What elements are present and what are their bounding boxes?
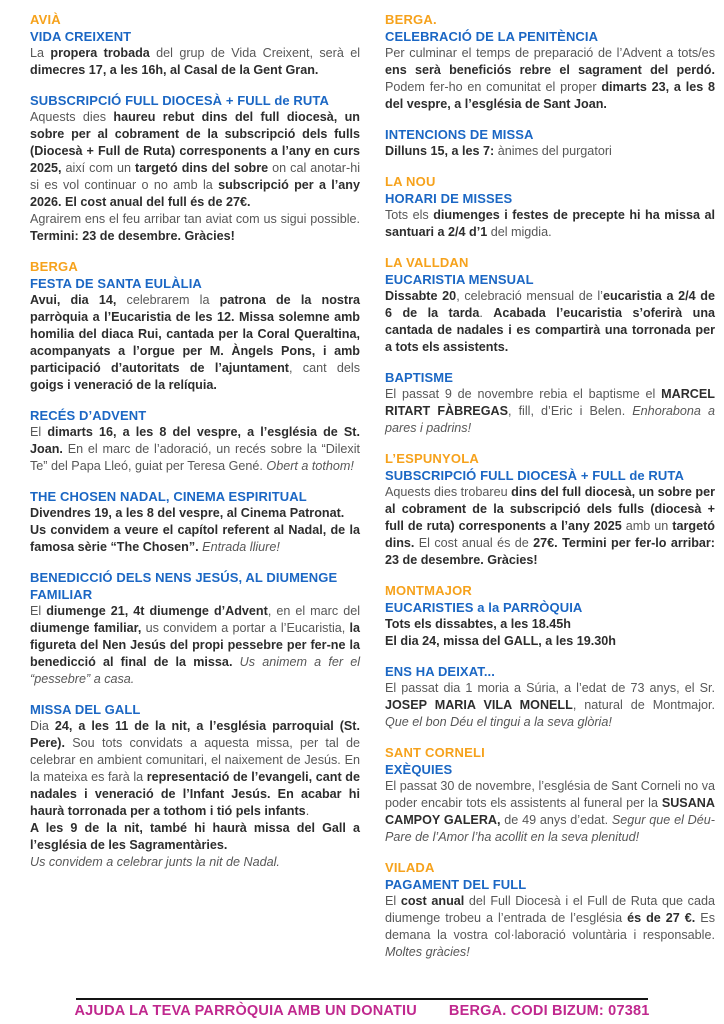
paragraph (385, 207, 715, 241)
town-section (385, 254, 715, 437)
text-run: A les 9 de la nit, també hi haurà missa del Gall a l’església de les Sagramentàries. (30, 821, 360, 852)
text-run: El passat 30 de novembre, l’església de Sant Corneli no va poder encabir tots els assistents al funeral per la (385, 779, 715, 810)
text-run: Us convidem a celebrar junts la nit de Nadal. (30, 855, 280, 869)
text-run: és de 27 €. (627, 911, 696, 925)
town-section (30, 258, 360, 871)
text-run: , en el marc del (267, 604, 360, 618)
text-run: diumenge 21, 4t diumenge d’Advent (46, 604, 268, 618)
article (385, 467, 715, 569)
town-header: MONTMAJOR (385, 583, 473, 598)
text-run: la figureta del Nen Jesús del propi pessebre per fer-ne la benedicció al final de la missa. (30, 621, 360, 669)
text-run: Dilluns 15, a les 7: (385, 144, 495, 158)
text-run: dimarts 16, a les 8 del vespre, a l’església de St. Joan. (30, 425, 361, 456)
text-run: subscripció per a l’any 2026. El cost anual del full és de 27€. (30, 178, 361, 209)
article (30, 92, 360, 245)
paragraph (30, 211, 360, 245)
article-title: BAPTISME (385, 370, 453, 385)
paragraph (385, 680, 715, 731)
text-run: diumenges i festes de precepte hi ha missa al santuari a 2/4 d’1 (385, 208, 715, 239)
article-title: SUBSCRIPCIÓ FULL DIOCESÀ + FULL de RUTA (385, 468, 684, 483)
paragraph (385, 45, 715, 113)
text-run: Acabada l’eucaristia s’oferirà una cantada de nadales i es compartirà una torronada per a tots els assistents. (385, 306, 716, 354)
article-title: EXÈQUIES (385, 762, 453, 777)
article (30, 275, 360, 394)
text-run: El passat dia 1 moria a Súria, a l’edat de 73 anys, el Sr. (385, 681, 715, 695)
article-title: HORARI DE MISSES (385, 191, 513, 206)
article-title: INTENCIONS DE MISSA (385, 127, 534, 142)
town-section (385, 450, 715, 569)
text-run: En el marc de l’adoració, un recés sobre la “Dilexit Te” del Papa Lleó, guiat per Teresa Gené. (30, 442, 360, 473)
text-run: Moltes gràcies! (385, 945, 470, 959)
text-run: Sou tots convidats a aquesta missa, per tal de celebrar en ambient comunitari, el naixement de Jesús. En la mateixa es farà la (30, 736, 360, 784)
article (30, 569, 360, 688)
town-section (30, 11, 360, 245)
paragraph (385, 893, 715, 961)
town-header: BERGA (30, 259, 78, 274)
article-title: VIDA CREIXENT (30, 29, 132, 44)
text-run: de 49 anys d’edat. (500, 813, 612, 827)
article (385, 126, 715, 160)
text-run: representació de l’evangeli, cant de nadales i veneració de l’Infant Jesús. En acabar hi haurà torronada per a tothom i tió pels infants (30, 770, 360, 818)
article (385, 599, 715, 650)
text-run: Obert a tothom! (266, 459, 354, 473)
text-run: Avui, dia 14, (30, 293, 127, 307)
text-run: Es demana la vostra col·laboració voluntària i responsable. (385, 911, 716, 942)
text-run: així com un (61, 161, 135, 175)
text-run: diumenge familiar, (30, 621, 142, 635)
article (385, 271, 715, 356)
paragraph (30, 854, 360, 871)
paragraph (385, 143, 715, 160)
article-title: THE CHOSEN NADAL, CINEMA ESPIRITUAL (30, 489, 307, 504)
article (30, 701, 360, 871)
paragraph (30, 424, 360, 475)
text-run: Tots els dissabtes, a les 18.45h (385, 617, 571, 631)
town-header: LA VALLDAN (385, 255, 469, 270)
text-run: 27€. Termini per fer-lo arribar: 23 de desembre. Gràcies! (385, 536, 715, 567)
donate-message: AJUDA LA TEVA PARRÒQUIA AMB UN DONATIU (74, 1003, 417, 1019)
text-run: us convidem a portar a l’Eucaristia, (141, 621, 350, 635)
text-run: SUSANA CAMPOY GALERA, (385, 796, 715, 827)
article-title: BENEDICCIÓ DELS NENS JESÚS, AL DIUMENGE FAMILIAR (30, 570, 338, 602)
text-run: Agrairem ens el feu arribar tan aviat com us sigui possible. (30, 212, 360, 226)
text-run: Aquests dies (30, 110, 114, 124)
text-run: Segur que el Déu-Pare de l’Amor l’ha acollit en la seva plenitud! (385, 813, 715, 844)
text-run: Que el bon Déu el tingui a la seva glòria! (385, 715, 612, 729)
article (385, 28, 715, 113)
text-run: del grup de Vida Creixent, serà el (149, 46, 361, 60)
text-run: Tots els (385, 208, 434, 222)
text-run: del Full Diocesà i el Full de Ruta que cada diumenge trobeu a l’entrada de l’església (385, 894, 715, 925)
article (385, 369, 715, 437)
text-run: targetó dins. (385, 519, 715, 550)
article-title: ENS HA DEIXAT... (385, 664, 495, 679)
text-run: dins del full diocesà, un sobre per al cobrament de la subscripció dels fulls (diocesà + full de ruta) corresponents a l’any 2025 (385, 485, 716, 533)
text-run: dimecres 17, a les 16h, al Casal de la Gent Gran. (30, 63, 319, 77)
footer (0, 998, 724, 1019)
text-run: El (385, 894, 401, 908)
text-run: del migdia. (487, 225, 552, 239)
paragraph (30, 603, 360, 688)
town-header: AVIÀ (30, 12, 61, 27)
text-run: patrona de la nostra parròquia a l’Eucaristia de les 12. Missa solemne amb homilia del diaca Rui, cantada per la Coral Queraltina, acompanyats a l’orgue per M. Àngels Pons, i amb participació d’autoritats de l’ajuntament (30, 293, 360, 375)
text-run: Aquests dies trobareu (385, 485, 512, 499)
text-run (232, 655, 239, 669)
text-run: JOSEP MARIA VILA MONELL (385, 698, 573, 712)
text-run: 24, a les 11 de la nit, a l’església parroquial (St. Pere). (30, 719, 360, 750)
article-title: SUBSCRIPCIÓ FULL DIOCESÀ + FULL de RUTA (30, 93, 329, 108)
text-run: goigs i veneració de la relíquia. (30, 378, 217, 392)
paragraph (30, 292, 360, 394)
article-title: EUCARISTIA MENSUAL (385, 272, 534, 287)
paragraph (385, 484, 715, 569)
footer-divider (76, 998, 648, 1000)
article (30, 407, 360, 475)
text-run: propera trobada (50, 46, 150, 60)
article-title: RECÉS D’ADVENT (30, 408, 147, 423)
article (385, 876, 715, 961)
article-title: MISSA DEL GALL (30, 702, 141, 717)
article-title: FESTA DE SANTA EULÀLIA (30, 276, 202, 291)
town-section (385, 859, 715, 961)
text-run: , fill, d’Eric i Belen. (507, 404, 633, 418)
text-run: . (479, 306, 494, 320)
text-run: ànimes del purgatori (494, 144, 612, 158)
text-run: , cant dels (289, 361, 361, 375)
town-section (385, 11, 715, 160)
text-run: ens serà beneficiós rebre el sagrament del perdó. (385, 63, 715, 77)
town-section (385, 173, 715, 241)
text-run: dimarts 23, a les 8 del vespre, a l’església de Sant Joan. (385, 80, 716, 111)
text-run: El passat 9 de novembre rebia el baptisme el (385, 387, 662, 401)
article (385, 761, 715, 846)
town-header: L’ESPUNYOLA (385, 451, 479, 466)
text-run: Dissabte 20 (385, 289, 457, 303)
text-run: Termini: 23 de desembre. Gràcies! (30, 229, 235, 243)
article-title: PAGAMENT DEL FULL (385, 877, 527, 892)
text-run: Divendres 19, a les 8 del vespre, al Cinema Patronat. (30, 506, 345, 520)
paragraph (385, 288, 715, 356)
paragraph (30, 522, 360, 556)
bizum-code: BERGA. CODI BIZUM: 07381 (448, 1003, 650, 1019)
text-run: La (30, 46, 51, 60)
paragraph (385, 778, 715, 846)
town-header: LA NOU (385, 174, 436, 189)
text-run: MARCEL RITART FÀBREGAS (385, 387, 715, 418)
text-run: El (30, 425, 48, 439)
paragraph (385, 386, 715, 437)
town-header: SANT CORNELI (385, 745, 485, 760)
text-run: haureu rebut dins del full diocesà, un sobre per al cobrament de la subscripció dels fulls (Diocesà + Full de Ruta) corresponents a l’any en curs 2025, (30, 110, 360, 175)
text-run: cost anual (400, 894, 465, 908)
article (30, 28, 360, 79)
footer-text (0, 1003, 724, 1019)
paragraph (30, 109, 360, 211)
text-run: on cal anotar-hi si es vol continuar o no amb la (30, 161, 360, 192)
article (30, 488, 360, 556)
column-right (385, 11, 715, 974)
text-run: Entrada lliure! (202, 540, 280, 554)
text-run: Dia (30, 719, 55, 733)
text-run: targetó dins del sobre (135, 161, 269, 175)
paragraph (385, 633, 715, 650)
text-run: Podem fer-ho en comunitat el proper (385, 80, 602, 94)
town-section (385, 582, 715, 731)
article-title: EUCARISTIES a la PARRÒQUIA (385, 600, 583, 615)
town-header: VILADA (385, 860, 435, 875)
article (385, 663, 715, 731)
text-run: El (30, 604, 47, 618)
article (385, 190, 715, 241)
text-run: , celebració mensual de l’ (456, 289, 603, 303)
paragraph (30, 820, 360, 854)
text-run: Per culminar el temps de preparació de l’Advent a tots/es (385, 46, 715, 60)
article-title: CELEBRACIÓ DE LA PENITÈNCIA (385, 29, 599, 44)
paragraph (30, 718, 360, 820)
paragraph (30, 505, 360, 522)
text-run: amb un (621, 519, 673, 533)
column-left (30, 11, 360, 974)
town-header: BERGA. (385, 12, 437, 27)
text-run: celebrarem la (126, 293, 220, 307)
text-run: . (305, 804, 310, 818)
paragraph (30, 45, 360, 79)
text-run: Us convidem a veure el capítol referent al Nadal, de la famosa sèrie “The Chosen”. (30, 523, 360, 554)
text-run: El cost anual és de (414, 536, 534, 550)
town-section (385, 744, 715, 846)
text-run: Us animem a fer el “pessebre” a casa. (30, 655, 360, 686)
text-run: , natural de Montmajor. (572, 698, 715, 712)
text-run: Enhorabona a pares i padrins! (385, 404, 715, 435)
paragraph (385, 616, 715, 633)
text-run: eucaristia a 2/4 de 6 de la tarda (385, 289, 716, 320)
text-run: El dia 24, missa del GALL, a les 19.30h (385, 634, 616, 648)
